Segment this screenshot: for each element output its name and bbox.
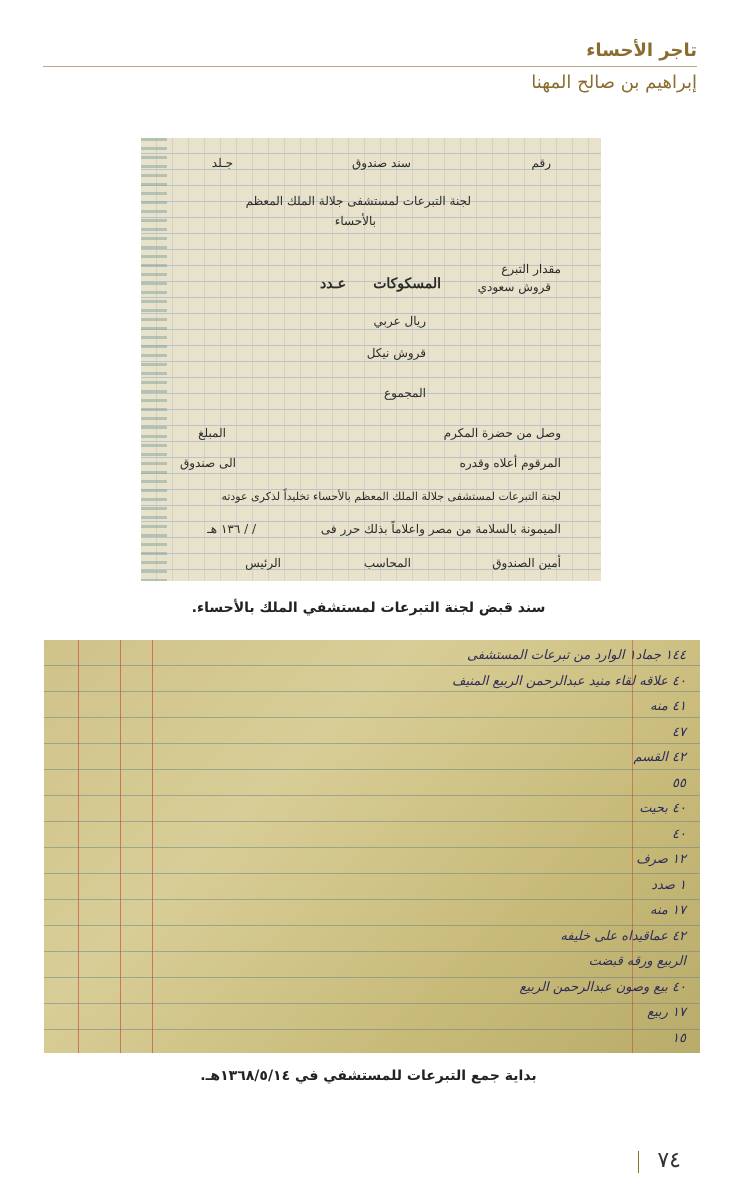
header-divider (43, 66, 697, 67)
ledger-row: ٤٧ (672, 724, 686, 740)
receipt-fund: الى صندوق (179, 456, 236, 470)
receipt-amount-word: المبلغ (198, 426, 226, 440)
receipt-caption: سند قبض لجنة التبرعات لمستشفي الملك بالأحساء. (191, 600, 546, 616)
ledger-row: ٤٠ علاقه لقاء منيد عبدالرحمن الربيع المنيف (452, 673, 686, 689)
receipt-written-above: المرقوم أعلاه وقدره (459, 456, 561, 470)
ledger-row: ٤٠ بحيت (639, 801, 686, 816)
ledger-margin-line (152, 640, 153, 1053)
receipt-treasurer: أمين الصندوق (492, 556, 561, 570)
receipt-number-label: رقم (531, 156, 551, 170)
receipt-long-line-1: لجنة التبرعات لمستشفى جلالة الملك المعظم بالأحساء تخليداً لذكرى عودته (221, 490, 561, 503)
book-title: تاجر الأحساء (586, 40, 697, 61)
page-header (0, 0, 737, 93)
receipt-riyal: ريال عربي (373, 314, 426, 328)
receipt-nickel: قروش نيكل (366, 346, 426, 360)
ledger-row: ١٤٤ جماد١ الوارد من تبرعات المستشفى (466, 648, 686, 663)
author-name: إبراهيم بن صالح المهنا (531, 72, 697, 93)
ledger-row: ١٢ صرف (636, 852, 686, 867)
ledger-row: ٤٠ بيع وصون عبدالرحمن الربيع (519, 979, 686, 995)
page-number-divider (638, 1151, 639, 1173)
receipt-currency-label: قروش سعودي (477, 280, 551, 294)
ledger-row: ٥٥ (672, 775, 686, 791)
receipt-received-from: وصل من حضرة المكرم (443, 426, 561, 440)
receipt-count-label: عـدد (319, 276, 346, 292)
ledger-row: ١ صدد (651, 877, 686, 893)
receipt-committee: لجنة التبرعات لمستشفى جلالة الملك المعظم (245, 194, 471, 208)
receipt-date: / / ١٣٦ هـ (207, 522, 256, 536)
ledger-row: ١٧ منه (650, 903, 686, 918)
ledger-row: ٤٠ (672, 826, 686, 842)
receipt-location: بالأحساء (334, 214, 376, 228)
ledger-row: ٤١ منه (650, 699, 686, 714)
receipt-doc-title: سند صندوق (351, 156, 411, 170)
ledger-row: ٤٢ القسم (633, 750, 686, 765)
receipt-coins-label: المسكوكات (373, 276, 441, 292)
ledger-margin-line (78, 640, 79, 1053)
receipt-image (141, 138, 601, 581)
page-number: ٧٤ (657, 1148, 681, 1173)
receipt-president: الرئيس (245, 556, 281, 570)
ledger-row: ١٥ (672, 1030, 686, 1046)
receipt-total: المجموع (384, 386, 426, 400)
receipt-amount-label: مقدار التبرع (501, 262, 561, 276)
receipt-long-line-2: الميمونة بالسلامة من مصر واعلاماً بذلك حرر فى (320, 522, 561, 536)
ledger-row: ٤٢ عماقيداه على خليفه (560, 928, 686, 944)
receipt-volume-label: جـلد (211, 156, 233, 170)
ledger-margin-line (120, 640, 121, 1053)
ledger-image (44, 640, 700, 1053)
ledger-caption: بداية جمع التبرعات للمستشفي في ١٣٦٨/٥/١٤هـ. (200, 1068, 537, 1084)
ledger-row: الربيع ورقه قبضت (588, 954, 686, 969)
receipt-accountant: المحاسب (363, 556, 411, 570)
ledger-row: ١٧ ربيع (647, 1005, 686, 1020)
decorative-border (141, 138, 167, 581)
